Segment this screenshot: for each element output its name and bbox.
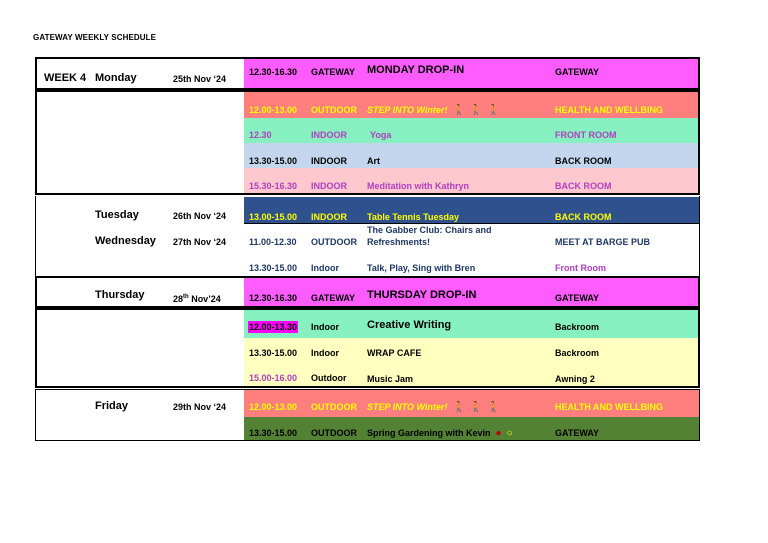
thursday-row1-time: 12.00-13.30 xyxy=(249,322,298,332)
monday-row2-location: FRONT ROOM xyxy=(555,130,617,140)
monday-row2-type: INDOOR xyxy=(311,130,347,140)
wednesday-row1-location: MEET AT BARGE PUB xyxy=(555,237,651,247)
monday-row1-time: 12.00-13.00 xyxy=(249,105,298,115)
tuesday-location: BACK ROOM xyxy=(555,212,612,222)
wednesday-row2-activity: Talk, Play, Sing with Bren xyxy=(367,263,476,273)
monday-row2-time: 12.30 xyxy=(249,130,272,140)
walking-person-icon: 🚶 xyxy=(452,402,465,413)
thursday-row3-type: Outdoor xyxy=(311,373,347,383)
document-title: GATEWAY WEEKLY SCHEDULE xyxy=(33,33,157,42)
thursday-date: 28th Nov’24 xyxy=(173,294,221,304)
wednesday-row2-location: Front Room xyxy=(555,263,606,273)
thursday-row1-activity: Creative Writing xyxy=(367,319,452,331)
wednesday-row1-activity-line2: Refreshments! xyxy=(367,237,431,247)
wednesday-row2-type: Indoor xyxy=(311,263,339,273)
walking-person-icon: 🚶 xyxy=(452,105,465,116)
friday-row2-type: OUTDOOR xyxy=(311,428,357,438)
friday-row2-location: GATEWAY xyxy=(555,428,600,438)
monday-row2-activity: Yoga xyxy=(370,130,392,140)
monday-row4-location: BACK ROOM xyxy=(555,181,612,191)
thursday-day: Thursday xyxy=(95,289,145,301)
thursday-main-type: GATEWAY xyxy=(311,293,356,303)
divider xyxy=(35,196,36,276)
thursday-main-location: GATEWAY xyxy=(555,293,600,303)
thursday-main-activity: THURSDAY DROP-IN xyxy=(367,289,477,301)
monday-row1-activity: STEP INTO Winter! 🚶 🚶 🚶 xyxy=(367,105,500,116)
thursday-row3-time: 15.00-16.00 xyxy=(249,373,298,383)
tuesday-type: INDOOR xyxy=(311,212,347,222)
monday-row3-location: BACK ROOM xyxy=(555,156,612,166)
monday-row3-type: INDOOR xyxy=(311,156,347,166)
tuesday-activity: Table Tennis Tuesday xyxy=(367,212,460,222)
wednesday-date: 27th Nov ‘24 xyxy=(173,237,227,247)
monday-main-location: GATEWAY xyxy=(555,67,600,77)
monday-row1-location: HEALTH AND WELLBING xyxy=(555,105,663,115)
monday-main-activity: MONDAY DROP-IN xyxy=(367,64,465,76)
thursday-row2-activity: WRAP CAFE xyxy=(367,348,422,358)
wednesday-day: Wednesday xyxy=(95,235,156,247)
monday-row4-time: 15.30-16.30 xyxy=(249,181,298,191)
wednesday-row1-time: 11.00-12.30 xyxy=(249,237,297,247)
friday-row1-time: 12.00-13.00 xyxy=(249,402,298,412)
monday-main-time: 12.30-16.30 xyxy=(249,67,298,77)
monday-week: WEEK 4 xyxy=(44,72,87,84)
friday-row1-location: HEALTH AND WELLBING xyxy=(555,402,663,412)
tuesday-time: 13.00-15.00 xyxy=(249,212,298,222)
sun-icon: ○ xyxy=(506,428,513,439)
walking-person-icon: 🚶 xyxy=(469,105,483,116)
walking-person-icon: 🚶 xyxy=(487,402,500,413)
friday-row2-time: 13.30-15.00 xyxy=(249,428,298,438)
friday-row1-activity: STEP INTO Winter! 🚶 🚶 🚶 xyxy=(367,402,500,413)
monday-main-type: GATEWAY xyxy=(311,67,356,77)
thursday-row1-location: Backroom xyxy=(555,322,600,332)
thursday-row3-location: Awning 2 xyxy=(555,374,595,384)
divider xyxy=(699,196,700,276)
monday-row1-type: OUTDOOR xyxy=(311,105,357,115)
friday-day: Friday xyxy=(95,400,129,412)
friday-row2-activity: Spring Gardening with Kevin ● ○ xyxy=(367,428,513,439)
friday-date: 29th Nov ‘24 xyxy=(173,402,227,412)
monday-day: Monday xyxy=(95,72,137,84)
walking-person-icon: 🚶 xyxy=(487,105,500,116)
thursday-row2-location: Backroom xyxy=(555,348,600,358)
wednesday-row1-activity-line1: The Gabber Club: Chairs and xyxy=(367,225,492,235)
thursday-row1-type: Indoor xyxy=(311,322,339,332)
divider xyxy=(244,223,699,224)
monday-date: 25th Nov ‘24 xyxy=(173,74,227,84)
thursday-main-time: 12.30-16.30 xyxy=(249,293,298,303)
wednesday-row1-type: OUTDOOR xyxy=(311,237,357,247)
monday-row3-time: 13.30-15.00 xyxy=(249,156,298,166)
thursday-row2-type: Indoor xyxy=(311,348,339,358)
tuesday-date: 26th Nov ‘24 xyxy=(173,211,227,221)
monday-row3-activity: Art xyxy=(367,156,380,166)
thursday-row2-time: 13.30-15.00 xyxy=(249,348,298,358)
monday-row4-type: INDOOR xyxy=(311,181,347,191)
monday-row4-activity: Meditation with Kathryn xyxy=(367,181,469,191)
friday-row1-type: OUTDOOR xyxy=(311,402,357,412)
thursday-row3-activity: Music Jam xyxy=(367,374,414,384)
strawberry-icon: ● xyxy=(495,428,502,439)
tuesday-day: Tuesday xyxy=(95,209,139,221)
walking-person-icon: 🚶 xyxy=(469,402,483,413)
wednesday-row2-time: 13.30-15.00 xyxy=(249,263,298,273)
